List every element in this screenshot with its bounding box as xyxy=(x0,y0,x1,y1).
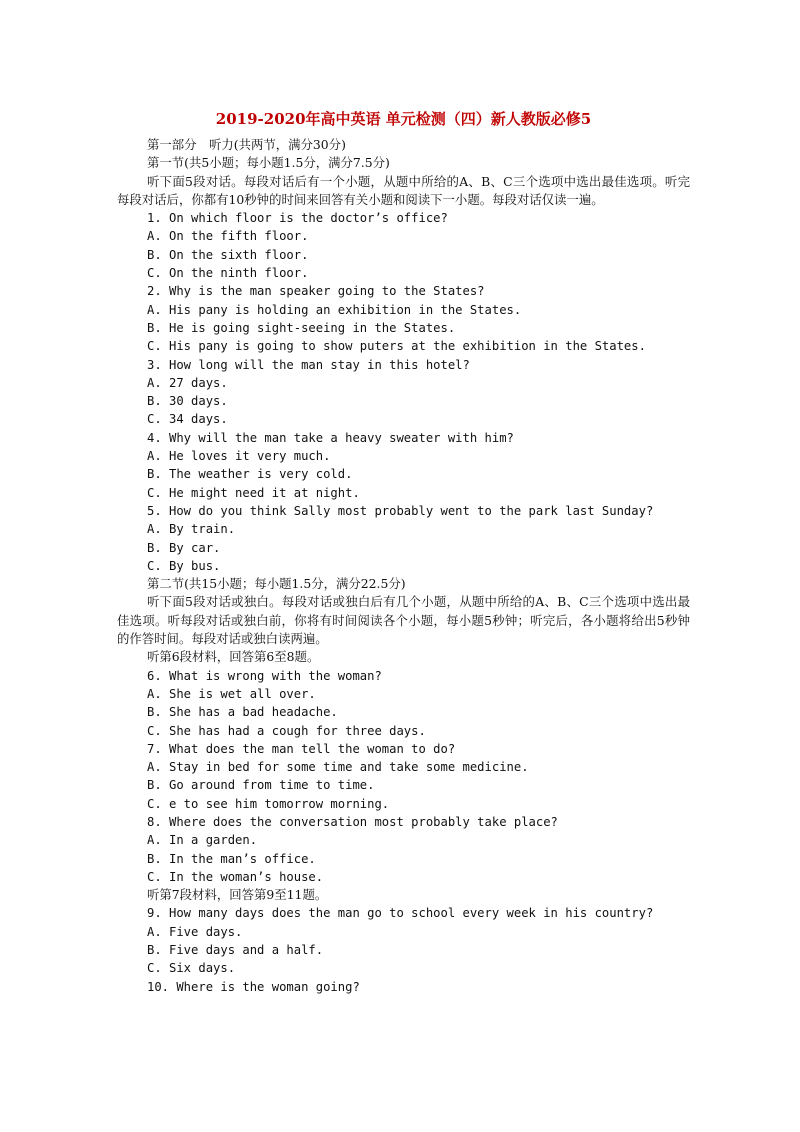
text-line: B. Five days and a half. xyxy=(147,943,324,958)
document-title: 2019-2020年高中英语 单元检测（四）新人教版必修5 xyxy=(215,110,592,128)
text-line: 8. Where does the conversation most probably take place? xyxy=(147,814,558,829)
text-line: A. In a garden. xyxy=(147,833,258,848)
text-line: A. She is wet all over. xyxy=(147,686,316,701)
text-line: B. She has a bad headache. xyxy=(147,705,338,720)
text-line: 1. On which floor is the doctor’s office? xyxy=(147,211,448,226)
text-line: 第一部分 听力(共两节，满分30分) xyxy=(147,137,346,152)
instruction-paragraph: 听下面5段对话或独白。每段对话或独白后有几个小题，从题中所给的A、B、C三个选项中选出最佳选项。听每段对话或独白前，你将有时间阅读各个小题，每小题5秒钟；听完后，各小题将给出5秒钟的作答时间。每段对话或独白读两遍。 xyxy=(117,594,690,647)
text-line: A. He loves it very much. xyxy=(147,449,331,464)
text-line: B. The weather is very cold. xyxy=(147,467,353,482)
text-line: A. His pany is holding an exhibition in the States. xyxy=(147,302,522,317)
text-line: C. He might need it at night. xyxy=(147,485,360,500)
text-line: B. 30 days. xyxy=(147,394,228,409)
text-line: 听第6段材料，回答第6至8题。 xyxy=(147,649,320,665)
text-line: 3. How long will the man stay in this hotel? xyxy=(147,357,470,372)
text-line: B. On the sixth floor. xyxy=(147,247,309,262)
text-line: 6. What is wrong with the woman? xyxy=(147,668,382,683)
text-line: C. e to see him tomorrow morning. xyxy=(147,796,390,811)
text-line: B. Go around from time to time. xyxy=(147,778,375,793)
text-line: B. He is going sight-seeing in the States. xyxy=(147,320,456,335)
text-line: A. On the fifth floor. xyxy=(147,229,309,244)
text-line: B. By car. xyxy=(147,540,221,555)
document-body xyxy=(117,136,690,996)
text-line: 4. Why will the man take a heavy sweater with him? xyxy=(147,430,514,445)
text-line: 5. How do you think Sally most probably went to the park last Sunday? xyxy=(147,503,654,518)
instruction-paragraph: 听下面5段对话。每段对话后有一个小题，从题中所给的A、B、C三个选项中选出最佳选项。听完每段对话后，你都有10秒钟的时间来回答有关小题和阅读下一小题。每段对话仅读一遍。 xyxy=(117,173,690,207)
text-line: A. By train. xyxy=(147,522,236,537)
text-line: 第一节(共5小题；每小题1.5分，满分7.5分) xyxy=(147,155,390,171)
text-line: 9. How many days does the man go to school every week in his country? xyxy=(147,906,654,921)
text-line: C. She has had a cough for three days. xyxy=(147,723,426,738)
text-line: C. Six days. xyxy=(147,961,236,976)
text-line: A. Stay in bed for some time and take some medicine. xyxy=(147,760,529,775)
text-line: 听第7段材料，回答第9至11题。 xyxy=(147,887,328,903)
text-line: A. Five days. xyxy=(147,924,243,939)
text-line: 10. Where is the woman going? xyxy=(147,979,360,994)
text-line: 第二节(共15小题；每小题1.5分，满分22.5分) xyxy=(147,576,406,592)
text-line: C. On the ninth floor. xyxy=(147,266,309,281)
text-line: A. 27 days. xyxy=(147,375,228,390)
text-line: B. In the man’s office. xyxy=(147,851,316,866)
text-line: 7. What does the man tell the woman to do? xyxy=(147,741,456,756)
text-line: C. By bus. xyxy=(147,558,221,573)
text-line: C. 34 days. xyxy=(147,412,228,427)
text-line: 2. Why is the man speaker going to the States? xyxy=(147,284,485,299)
text-line: C. In the woman’s house. xyxy=(147,869,324,884)
text-line: C. His pany is going to show puters at the exhibition in the States. xyxy=(147,339,646,354)
